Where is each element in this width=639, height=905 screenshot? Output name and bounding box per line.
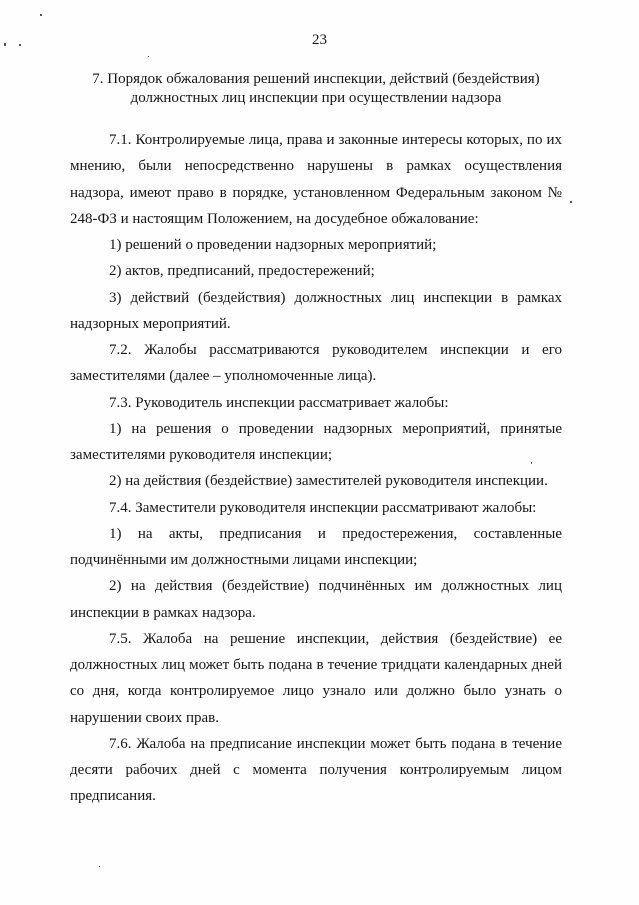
paragraph-7-5: 7.5. Жалоба на решение инспекции, действия (бездействие) ее должностных лиц может быть подана в течение тридцати календарных дней со дня, когда контролируемое лицо узнало или должно было узнать о нарушении своих прав. [70,630,562,726]
scan-speck [148,56,149,57]
list-item: 2) на действия (бездействие) заместителей руководителя инспекции. [109,473,548,490]
list-item: 1) на акты, предписания и предостережения, составленные подчинёнными им должностными лицами инспекции; [70,525,562,568]
list-item: 2) актов, предписаний, предостережений; [109,263,375,280]
paragraph-7-1: 7.1. Контролируемые лица, права и законные интересы которых, по их мнению, были непосредственно нарушены в рамках осуществления надзора, имеют право в порядке, установленном Федеральным законом № 248-ФЗ и настоящим Положением, на досудебное обжалование: [70,132,562,227]
paragraph-7-6: 7.6. Жалоба на предписание инспекции может быть подана в течение десяти рабочих дней с момента получения контролируемым лицом предписания. [70,735,562,805]
scan-speck [99,866,100,867]
paragraph-7-2: 7.2. Жалобы рассматриваются руководителем инспекции и его заместителями (далее – уполномоченные лица). [70,342,562,385]
section-title [70,70,562,108]
paragraph-7-4: 7.4. Заместители руководителя инспекции рассматривают жалобы: [109,499,537,516]
list-item: 3) действий (бездействия) должностных лиц инспекции в рамках надзорных мероприятий. [70,289,562,332]
section-title-line: должностных лиц инспекции при осуществлении надзора [130,90,502,106]
scan-speck [570,201,572,203]
page-number: 23 [312,32,327,48]
list-item: 1) на решения о проведении надзорных мероприятий, принятые заместителями руководителя инспекции; [70,420,562,463]
scan-speck [40,14,42,16]
section-title-line: 7. Порядок обжалования решений инспекции, действий (бездействия) [92,71,540,87]
list-item: 1) решений о проведении надзорных мероприятий; [109,237,437,253]
list-item: 2) на действия (бездействие) подчинённых им должностных лиц инспекции в рамках надзора. [70,578,562,621]
paragraph-7-3: 7.3. Руководитель инспекции рассматривает жалобы: [109,394,449,411]
document-body [70,127,562,810]
